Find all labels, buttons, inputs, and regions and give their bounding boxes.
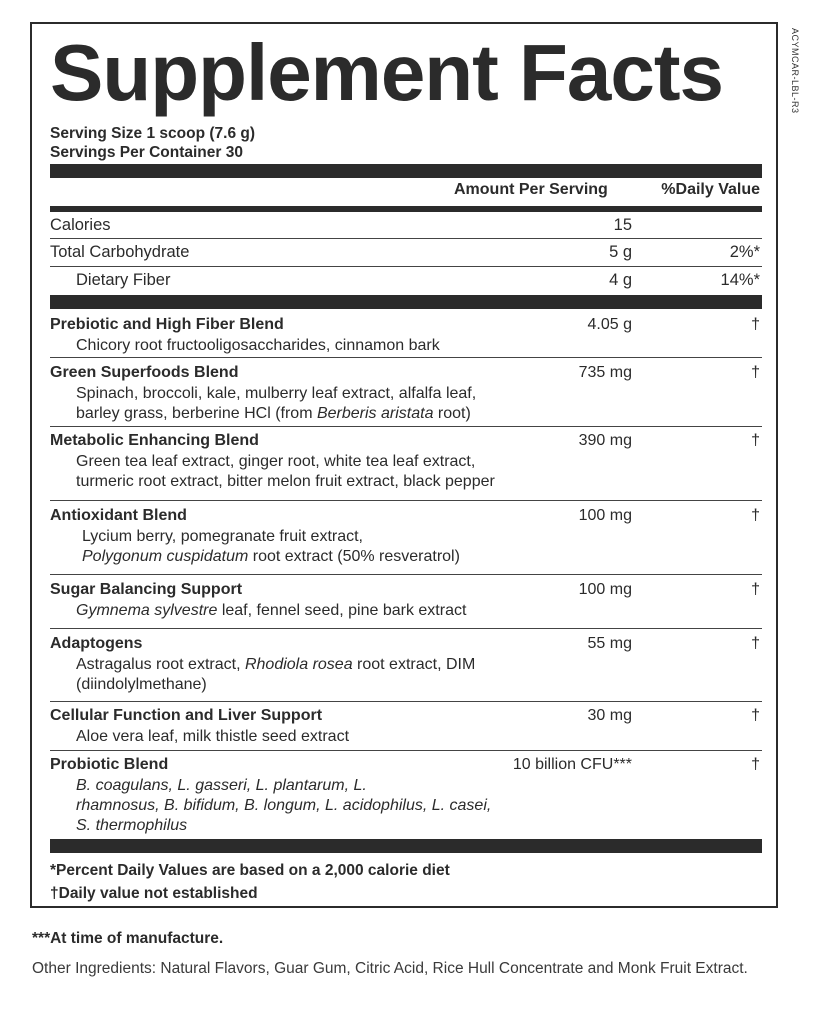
blend-dv: †	[751, 635, 760, 652]
blend-dv: †	[751, 581, 760, 598]
ingredient-text: root)	[433, 405, 471, 422]
blend-dv: †	[751, 432, 760, 449]
blend-amount: 30 mg	[587, 707, 632, 724]
ingredient-text: Rhodiola rosea	[244, 656, 353, 673]
ingredient-line: rhamnosus, B. bifidum, B. longum, L. acidophilus, L. casei,	[76, 797, 492, 814]
divider-thin	[50, 500, 762, 501]
ingredient-line: Green tea leaf extract, ginger root, white tea leaf extract,	[76, 453, 476, 470]
divider-thick	[50, 839, 762, 853]
nutrient-name: Calories	[50, 216, 111, 234]
blend-name: Green Superfoods Blend	[50, 364, 239, 381]
footnote-daily-values: *Percent Daily Values are based on a 2,000 calorie diet	[50, 862, 450, 879]
ingredient-text: Astragalus root extract,	[76, 656, 245, 673]
nutrient-name: Dietary Fiber	[76, 271, 171, 289]
nutrient-amount: 15	[613, 216, 632, 234]
panel-title: Supplement Facts	[50, 28, 724, 117]
blend-dv: †	[751, 507, 760, 524]
blend-name: Prebiotic and High Fiber Blend	[50, 316, 284, 333]
manufacture-note: ***At time of manufacture.	[32, 930, 224, 947]
blend-name: Antioxidant Blend	[50, 507, 187, 524]
ingredient-text: Berberis aristata	[316, 405, 434, 422]
blend-amount: 55 mg	[587, 635, 632, 652]
blend-ingredients	[76, 601, 636, 621]
ingredient-line: Chicory root fructooligosaccharides, cinnamon bark	[76, 337, 440, 354]
divider-thin	[50, 750, 762, 751]
ingredient-text: Gymnema sylvestre	[76, 602, 218, 619]
ingredient-line: Spinach, broccoli, kale, mulberry leaf extract, alfalfa leaf,	[76, 385, 477, 402]
ingredient-line: (diindolylmethane)	[76, 676, 207, 693]
divider-thick	[50, 295, 762, 309]
blend-ingredients	[76, 384, 636, 424]
nutrient-row	[50, 212, 762, 238]
blend-ingredients	[76, 655, 636, 695]
blend-ingredients	[76, 336, 636, 356]
blend-ingredients	[82, 527, 642, 567]
nutrient-row	[50, 267, 762, 293]
blend-amount: 10 billion CFU***	[512, 756, 632, 773]
ingredient-text: Polygonum cuspidatum	[82, 548, 249, 565]
nutrient-row	[50, 239, 762, 265]
supplement-facts-panel	[30, 22, 778, 908]
blend-ingredients	[76, 452, 636, 492]
serving-size: Serving Size 1 scoop (7.6 g)	[50, 125, 256, 142]
ingredient-text: leaf, fennel seed, pine bark extract	[217, 602, 467, 619]
blend-name: Cellular Function and Liver Support	[50, 707, 323, 724]
ingredient-line	[76, 601, 636, 621]
blend-dv: †	[751, 707, 760, 724]
divider-thin	[50, 628, 762, 629]
ingredient-text: root extract (50% resveratrol)	[248, 548, 460, 565]
ingredient-line: S. thermophilus	[76, 817, 188, 834]
blend-name: Metabolic Enhancing Blend	[50, 432, 259, 449]
divider-thick	[50, 164, 762, 178]
divider-thin	[50, 701, 762, 702]
divider-thin	[50, 574, 762, 575]
blend-dv: †	[751, 316, 760, 333]
ingredient-line: Lycium berry, pomegranate fruit extract,	[82, 528, 363, 545]
blend-amount: 100 mg	[578, 581, 632, 598]
ingredient-text: barley grass, berberine HCl (from	[76, 405, 317, 422]
nutrient-amount: 4 g	[609, 271, 632, 289]
servings-per-container: Servings Per Container 30	[50, 144, 243, 161]
blend-dv: †	[751, 756, 760, 773]
divider-thin	[50, 357, 762, 358]
blend-amount: 390 mg	[578, 432, 632, 449]
nutrient-dv: 14%*	[720, 271, 760, 289]
blend-ingredients	[76, 776, 636, 836]
blend-amount: 735 mg	[578, 364, 632, 381]
blend-name: Sugar Balancing Support	[50, 581, 243, 598]
ingredient-line: Aloe vera leaf, milk thistle seed extract	[76, 728, 350, 745]
ingredient-line	[82, 547, 642, 567]
blend-amount: 4.05 g	[587, 316, 632, 333]
label-code: ACYMCAR-LBL-R3	[790, 28, 800, 114]
ingredient-text: root extract, DIM	[352, 656, 476, 673]
blend-name: Adaptogens	[50, 635, 143, 652]
blend-ingredients	[76, 727, 636, 747]
ingredient-line	[76, 404, 636, 424]
footnote-dagger: †Daily value not established	[50, 885, 258, 902]
blend-dv: †	[751, 364, 760, 381]
other-ingredients: Other Ingredients: Natural Flavors, Guar Gum, Citric Acid, Rice Hull Concentrate and Monk Fruit Extract.	[32, 960, 748, 977]
divider-thin	[50, 426, 762, 427]
nutrient-name: Total Carbohydrate	[50, 243, 190, 261]
serving-info	[50, 124, 255, 162]
blend-name: Probiotic Blend	[50, 756, 169, 773]
ingredient-line: turmeric root extract, bitter melon fruit extract, black pepper	[76, 473, 495, 490]
blend-amount: 100 mg	[578, 507, 632, 524]
nutrient-dv: 2%*	[729, 243, 760, 261]
ingredient-line	[76, 655, 636, 675]
nutrient-amount: 5 g	[609, 243, 632, 261]
ingredient-line: B. coagulans, L. gasseri, L. plantarum, L.	[76, 777, 367, 794]
amount-header: Amount Per Serving	[454, 181, 608, 198]
daily-value-header: %Daily Value	[661, 181, 760, 198]
